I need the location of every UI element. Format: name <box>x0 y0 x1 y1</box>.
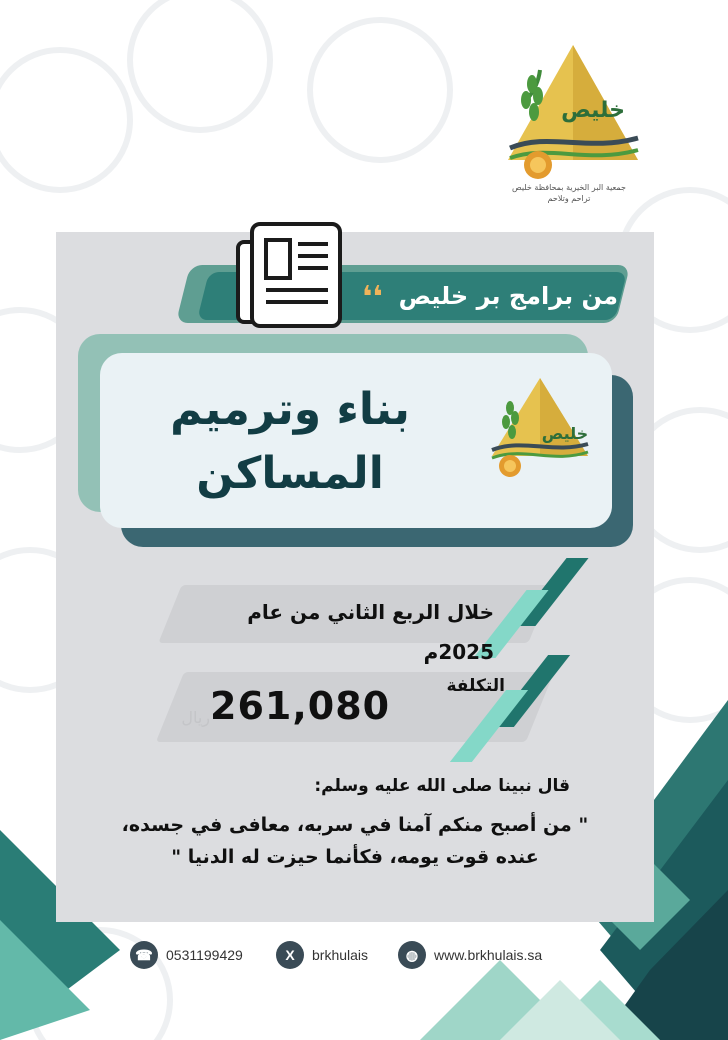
globe-icon: ◍ <box>398 941 426 969</box>
program-title <box>140 378 440 506</box>
phone-number: 0531199429 <box>166 947 243 963</box>
logo-caption <box>498 182 640 204</box>
cost-label: التكلفة <box>446 676 505 696</box>
decor-bottom-center <box>420 960 620 1040</box>
period-text: خلال الربع الثاني من عام 2025م <box>247 600 494 664</box>
cost-value: 261,080 <box>210 684 391 728</box>
program-title-line1: بناء وترميم <box>170 384 410 435</box>
logo-caption-line2: تراحم وتلاحم <box>547 194 591 203</box>
website-url: www.brkhulais.sa <box>434 947 543 963</box>
quote-mark-icon: ❛❛ <box>362 280 383 315</box>
program-title-line2: المساكن <box>196 448 384 499</box>
logo-wordmark: خليص <box>561 98 625 123</box>
x-handle: brkhulais <box>312 947 369 963</box>
card-logo-wordmark: خليص <box>541 424 589 443</box>
cost-currency: ريال <box>181 708 210 727</box>
x-contact[interactable] <box>276 940 368 970</box>
logo-caption-line1: جمعية البر الخيرية بمحافظة خليص <box>512 183 626 192</box>
program-ribbon-text: من برامج بر خليص <box>398 282 618 310</box>
hadith-line-2: عنده قوت يومه، فكأنما حيزت له الدنيا " <box>171 846 539 868</box>
website-contact[interactable] <box>398 940 542 970</box>
hadith-line-1: " من أصبح منكم آمنا في سربه، معافى في جسده، <box>121 814 589 836</box>
phone-icon: ☎ <box>130 941 158 969</box>
phone-contact[interactable] <box>130 940 243 970</box>
x-logo-icon: X <box>276 941 304 969</box>
newspaper-icon <box>234 220 346 330</box>
hadith-intro: قال نبينا صلى الله عليه وسلم: <box>314 776 570 796</box>
